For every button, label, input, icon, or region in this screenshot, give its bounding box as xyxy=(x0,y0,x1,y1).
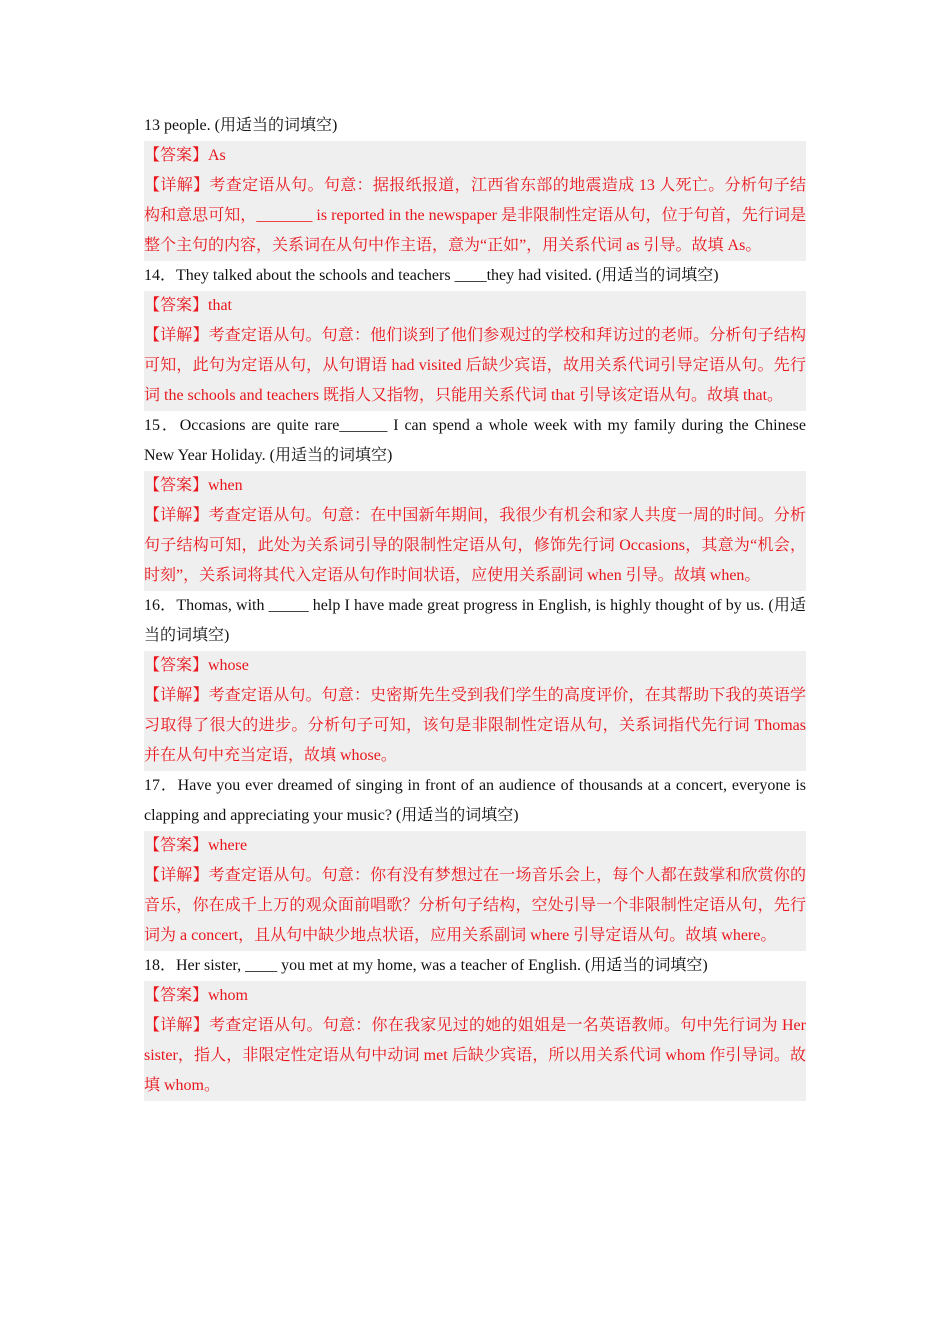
answer-block-15 xyxy=(144,471,806,591)
explanation-17: 【详解】考查定语从句。句意：你有没有梦想过在一场音乐会上，每个人都在鼓掌和欣赏你的音乐，你在成千上万的观众面前唱歌？分析句子结构，空处引导一个非限制性定语从句，先行词为 a concert，且从句中缺少地点状语，应用关系副词 where 引导定语从句。故填 where。 xyxy=(144,867,806,944)
question-15: 15．Occasions are quite rare______ I can spend a whole week with my family during the Chinese New Year Holiday. (用适当的词填空) xyxy=(144,417,806,464)
question-18: 18．Her sister, ____ you met at my home, was a teacher of English. (用适当的词填空) xyxy=(144,957,708,974)
answer-15: 【答案】when xyxy=(144,477,243,494)
answer-block-13 xyxy=(144,141,806,261)
explanation-14: 【详解】考查定语从句。句意：他们谈到了他们参观过的学校和拜访过的老师。分析句子结构可知，此句为定语从句，从句谓语 had visited 后缺少宾语，故用关系代词引导定语从句。先行词 the schools and teachers 既指人又指物，只能用关系代词 that 引导该定语从句。故填 that。 xyxy=(144,327,806,404)
answer-18: 【答案】whom xyxy=(144,987,249,1004)
answer-14: 【答案】that xyxy=(144,297,232,314)
answer-block-17 xyxy=(144,831,806,951)
answer-13: 【答案】As xyxy=(144,147,226,164)
answer-block-14 xyxy=(144,291,806,411)
question-17: 17．Have you ever dreamed of singing in front of an audience of thousands at a concert, everyone is clapping and appreciating your music? (用适当的词填空) xyxy=(144,777,806,824)
explanation-16: 【详解】考查定语从句。句意：史密斯先生受到我们学生的高度评价，在其帮助下我的英语学习取得了很大的进步。分析句子可知，该句是非限制性定语从句，关系词指代先行词 Thomas 并在从句中充当定语，故填 whose。 xyxy=(144,687,806,764)
explanation-13: 【详解】考查定语从句。句意：据报纸报道，江西省东部的地震造成 13 人死亡。分析句子结构和意思可知，_______ is reported in the newspaper 是非限制性定语从句，位于句首，先行词是整个主句的内容，关系词在从句中作主语，意为“正如”，用关系代词 as 引导。故填 As。 xyxy=(144,177,806,254)
explanation-15: 【详解】考查定语从句。句意：在中国新年期间，我很少有机会和家人共度一周的时间。分析句子结构可知，此处为关系词引导的限制性定语从句，修饰先行词 Occasions，其意为“机会，时刻”，关系词将其代入定语从句作时间状语，应使用关系副词 when 引导。故填 when。 xyxy=(144,507,806,584)
answer-block-18 xyxy=(144,981,806,1101)
answer-16: 【答案】whose xyxy=(144,657,249,674)
question-16: 16．Thomas, with _____ help I have made great progress in English, is highly thought of by us. (用适当的词填空) xyxy=(144,597,806,644)
answer-block-16 xyxy=(144,651,806,771)
explanation-18: 【详解】考查定语从句。句意：你在我家见过的她的姐姐是一名英语教师。句中先行词为 Her sister，指人，非限定性定语从句中动词 met 后缺少宾语，所以用关系代词 whom 作引导词。故填 whom。 xyxy=(144,1017,806,1094)
answer-17: 【答案】where xyxy=(144,837,248,854)
question-13-tail: 13 people. (用适当的词填空) xyxy=(144,117,338,134)
question-14: 14．They talked about the schools and teachers ____they had visited. (用适当的词填空) xyxy=(144,267,719,284)
document-page xyxy=(144,111,806,1101)
